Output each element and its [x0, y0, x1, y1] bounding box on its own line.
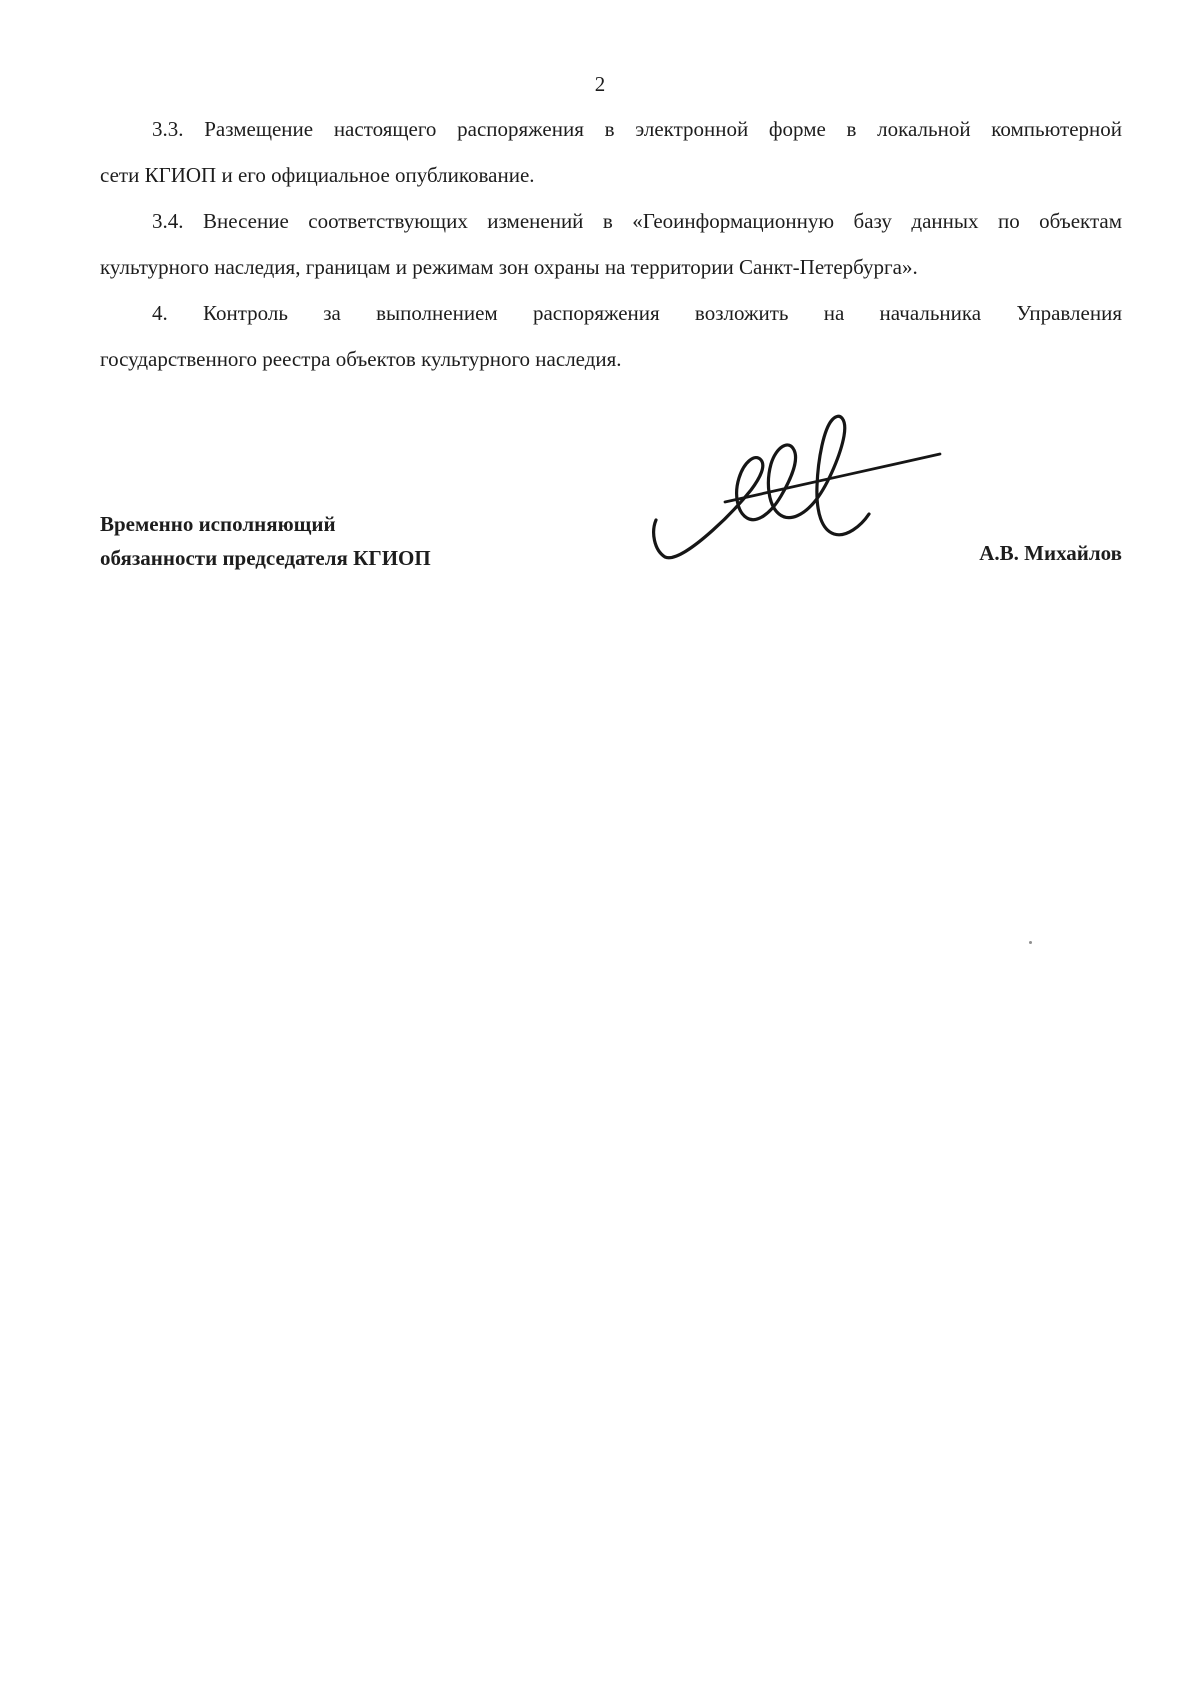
signer-title-line-2: обязанности председателя КГИОП	[100, 546, 431, 570]
paragraph-3-4-line-2: культурного наследия, границам и режимам зон охраны на территории Санкт-Петербурга».	[100, 255, 918, 279]
paragraph-3-3-line-1: 3.3. Размещение настоящего распоряжения в электронной форме в локальной компьютерной	[152, 117, 1122, 141]
handwritten-signature-icon	[643, 408, 945, 576]
page-number: 2	[594, 72, 606, 96]
paragraph-4-line-2: государственного реестра объектов культурного наследия.	[100, 347, 622, 371]
signer-name: А.В. Михайлов	[979, 541, 1122, 565]
paragraph-3-4-line-1: 3.4. Внесение соответствующих изменений в «Геоинформационную базу данных по объектам	[152, 209, 1122, 233]
signer-title-line-1: Временно исполняющий	[100, 512, 336, 536]
document-body	[100, 106, 1122, 382]
paragraph-3-3-line-2: сети КГИОП и его официальное опубликование.	[100, 163, 535, 187]
scan-speck	[1029, 941, 1032, 944]
paragraph-4-line-1: 4. Контроль за выполнением распоряжения возложить на начальника Управления	[152, 301, 1122, 325]
signer-title	[100, 507, 431, 575]
